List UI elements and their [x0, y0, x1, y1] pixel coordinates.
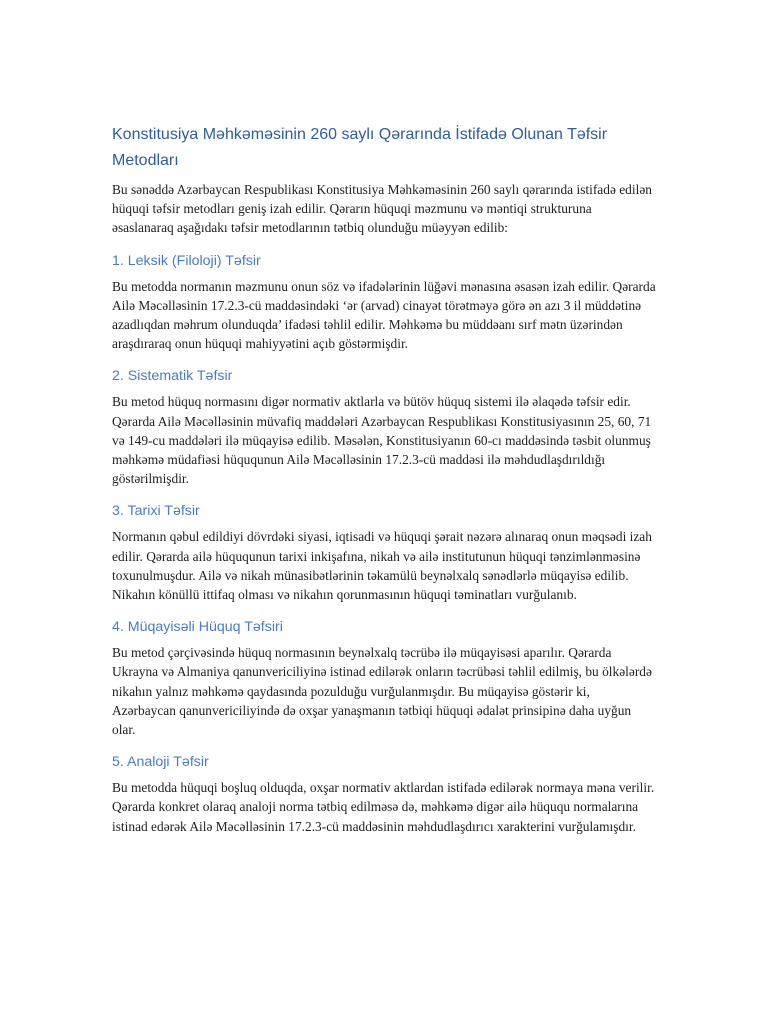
section-systematic	[112, 366, 656, 488]
section-body: Bu metodda hüquqi boşluq olduqda, oxşar normativ aktlardan istifadə edilərək normaya məna verilir. Qərarda konkret olaraq analoji norma tətbiq edilməsə də, məhkəmə digər ailə hüququ normalarına istinad edərək Ailə Məcəlləsinin 17.2.3-cü maddəsinin məhdudlaşdırıcı xarakterini vurğulamışdır.	[112, 780, 655, 834]
document-title: Konstitusiya Məhkəməsinin 260 saylı Qərarında İstifadə Olunan Təfsir Metodları	[112, 126, 608, 169]
section-heading: 4. Müqayisəli Hüquq Təfsiri	[112, 619, 283, 636]
section-historical	[112, 501, 656, 604]
section-body: Bu metod çərçivəsində hüquq normasının beynəlxalq təcrübə ilə müqayisəsi aparılır. Qərarda Ukrayna və Almaniya qanunvericiliyinə istinad edilərək onların təcrübəsi təhlil edilmiş, bu ölkələrdə nikahın yalnız məhkəmə qaydasında pozulduğu vurğulanmışdır. Bu müqayisə göstərir ki, Azərbaycan qanunvericiliyində də oxşar yanaşmanın tətbiqi hüquqi ədalət prinsipinə daha uyğun olar.	[112, 645, 652, 738]
section-comparative	[112, 617, 656, 739]
section-heading: 5. Analoji Təfsir	[112, 754, 209, 771]
section-heading: 1. Leksik (Filoloji) Təfsir	[112, 252, 261, 269]
section-body: Normanın qəbul edildiyi dövrdəki siyasi, iqtisadi və hüquqi şərait nəzərə alınaraq onun məqsədi izah edilir. Qərarda ailə hüququnun tarixi inkişafına, nikah və ailə institutunun hüquqi tənzimlənməsinə toxunulmuşdur. Ailə və nikah münasibətlərinin təkamülü beynəlxalq sənədlərlə müqayisə edilib. Nikahın könüllü ittifaq olması və nikahın qorunmasının hüquqi təminatları vurğulanıb.	[112, 529, 652, 603]
intro-paragraph: Bu sənəddə Azərbaycan Respublikası Konstitusiya Məhkəməsinin 260 saylı qərarında istifadə edilən hüquqi təfsir metodları geniş izah edilir. Qərarın hüquqi məzmunu və məntiqi strukturuna əsaslanaraq aşağıdakı təfsir metodlarının tətbiq olunduğu müəyyən edilib:	[112, 182, 652, 236]
section-analogical	[112, 752, 656, 836]
section-body: Bu metodda normanın məzmunu onun söz və ifadələrinin lüğəvi mənasına əsasən izah edilir. Qərarda Ailə Məcəlləsinin 17.2.3-cü maddəsindəki ‘ər (arvad) cinayət törətməyə görə ən azı 3 il müddətinə azadlıqdan məhrum olunduqda’ ifadəsi təhlil edilir. Məhkəmə bu müddəanı sırf mətn üzərindən araşdıraraq onun hüquqi mahiyyətini açıb göstərmişdir.	[112, 278, 656, 352]
section-heading: 2. Sistematik Təfsir	[112, 368, 233, 385]
section-heading: 3. Tarixi Təfsir	[112, 503, 200, 520]
section-body: Bu metod hüquq normasını digər normativ aktlarla və bütöv hüquq sistemi ilə əlaqədə təfsir edir. Qərarda Ailə Məcəlləsinin müvafiq maddələri Azərbaycan Respublikası Konstitusiyasının 25, 60, 71 və 149-cu maddələri ilə müqayisə edilib. Məsələn, Konstitusiyanın 60-cı maddəsində təsbit olunmuş məhkəmə müdafiəsi hüququnun Ailə Məcəlləsinin 17.2.3-cü maddəsi ilə məhdudlaşdırıldığı göstərilmişdir.	[112, 394, 652, 487]
section-lexical	[112, 251, 656, 354]
